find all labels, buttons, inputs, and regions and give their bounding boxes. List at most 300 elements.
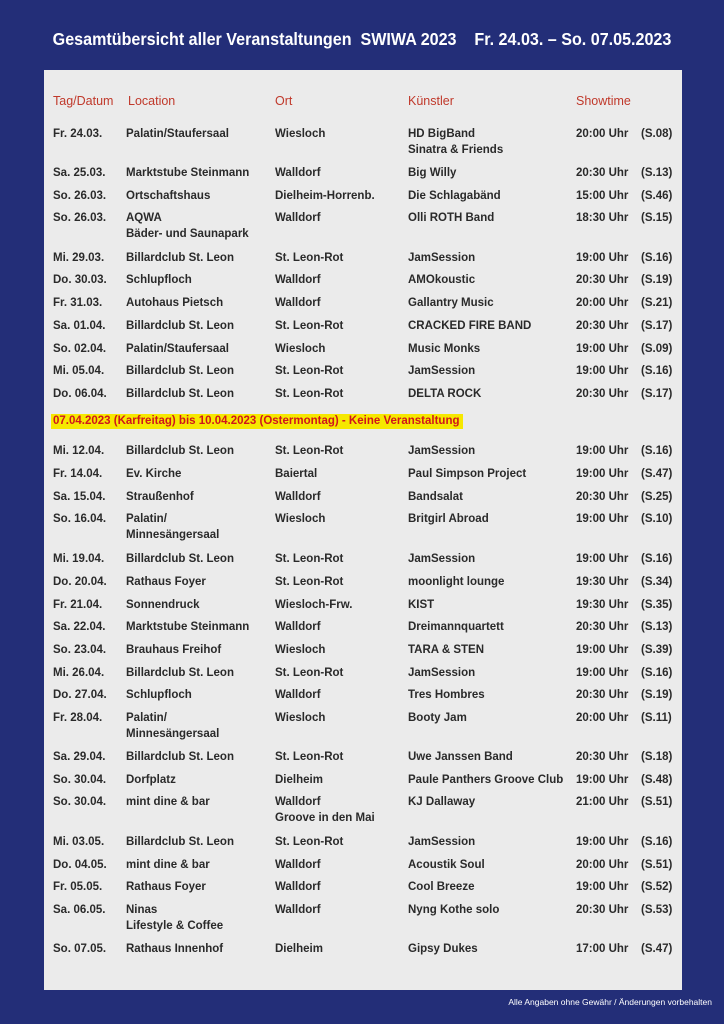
- event-location: [126, 363, 234, 379]
- event-time-line: 20:00 Uhr: [576, 712, 629, 724]
- event-ort-line: Walldorf: [275, 904, 321, 916]
- event-day-line: Do. 06.04.: [53, 388, 107, 400]
- event-day-line: So. 30.04.: [53, 774, 107, 786]
- header-showtime: Showtime: [576, 94, 631, 108]
- event-day-line: Do. 30.03.: [53, 274, 107, 286]
- event-artist: [408, 466, 526, 482]
- event-time-line: 20:30 Uhr: [576, 167, 629, 179]
- event-artist: [408, 665, 475, 681]
- event-day-line: Fr. 05.05.: [53, 881, 103, 893]
- event-day-line: Fr. 14.04.: [53, 468, 103, 480]
- event-day-line: Fr. 28.04.: [53, 712, 103, 724]
- event-time: [576, 941, 628, 957]
- event-ort: [275, 574, 343, 590]
- event-location: [126, 165, 249, 181]
- event-page-ref-line: (S.53): [641, 904, 673, 916]
- event-page-ref-line: (S.15): [641, 212, 673, 224]
- event-artist: [408, 188, 501, 204]
- event-ort: [275, 665, 343, 681]
- event-ort-line: Wiesloch: [275, 712, 326, 724]
- event-location: [126, 295, 223, 311]
- event-artist: [408, 619, 504, 635]
- event-artist-line: Dreimannquartett: [408, 621, 504, 633]
- event-artist-line: JamSession: [408, 252, 476, 264]
- event-time-line: 19:00 Uhr: [576, 644, 629, 656]
- event-location: [126, 772, 176, 788]
- event-location-line: Palatin/Staufersaal: [126, 343, 229, 355]
- event-time-line: 20:30 Uhr: [576, 320, 629, 332]
- event-day-line: So. 02.04.: [53, 343, 107, 355]
- event-location: [126, 665, 234, 681]
- event-day-line: Sa. 06.05.: [53, 904, 106, 916]
- event-time-line: 19:00 Uhr: [576, 553, 629, 565]
- event-artist-line: Big Willy: [408, 167, 457, 179]
- event-page-ref-line: (S.35): [641, 599, 673, 611]
- event-location: [126, 126, 229, 142]
- event-time-line: 20:30 Uhr: [576, 751, 629, 763]
- event-artist: [408, 574, 504, 590]
- event-artist-line: Bandsalat: [408, 491, 463, 503]
- event-artist: [408, 551, 475, 567]
- event-ort: [275, 597, 352, 613]
- event-time: [576, 363, 628, 379]
- event-page-ref-line: (S.47): [641, 468, 673, 480]
- event-ort-line: Dielheim: [275, 774, 323, 786]
- event-day: [53, 772, 106, 788]
- event-time: [576, 489, 628, 505]
- event-artist: [408, 941, 478, 957]
- event-page-ref: [641, 902, 672, 918]
- event-page-ref: [641, 879, 672, 895]
- event-artist-line: moonlight lounge: [408, 576, 505, 588]
- event-page-ref-line: (S.16): [641, 445, 673, 457]
- event-day: [53, 443, 104, 459]
- event-artist: [408, 443, 475, 459]
- event-page-ref-line: (S.39): [641, 644, 673, 656]
- event-day-line: So. 30.04.: [53, 796, 107, 808]
- event-location-line: Billardclub St. Leon: [126, 252, 234, 264]
- event-day: [53, 188, 106, 204]
- event-ort-line: Walldorf: [275, 491, 321, 503]
- event-artist: [408, 126, 503, 158]
- event-ort-line: Walldorf: [275, 212, 321, 224]
- event-location-line: Rathaus Innenhof: [126, 943, 224, 955]
- event-artist: [408, 834, 475, 850]
- event-time-line: 17:00 Uhr: [576, 943, 629, 955]
- event-page-ref-line: (S.16): [641, 553, 673, 565]
- event-day: [53, 642, 106, 658]
- event-location-line: Autohaus Pietsch: [126, 297, 224, 309]
- event-ort-line: St. Leon-Rot: [275, 751, 344, 763]
- event-page-ref-line: (S.25): [641, 491, 673, 503]
- event-location-line: Palatin/: [126, 712, 167, 724]
- event-page-ref: [641, 443, 672, 459]
- event-location: [126, 834, 234, 850]
- event-artist-line: Olli ROTH Band: [408, 212, 495, 224]
- event-page-ref-line: (S.13): [641, 621, 673, 633]
- event-time: [576, 857, 628, 873]
- event-page-ref: [641, 489, 672, 505]
- event-page-ref: [641, 210, 672, 226]
- event-artist-line: Nyng Kothe solo: [408, 904, 500, 916]
- event-ort: [275, 941, 323, 957]
- event-time-line: 19:00 Uhr: [576, 365, 629, 377]
- event-location-line: Ev. Kirche: [126, 468, 182, 480]
- event-day-line: Fr. 24.03.: [53, 128, 103, 140]
- event-day: [53, 363, 104, 379]
- event-time-line: 19:00 Uhr: [576, 667, 629, 679]
- no-event-notice: 07.04.2023 (Karfreitag) bis 10.04.2023 (Ostermontag) - Keine Veranstaltung: [51, 414, 463, 429]
- event-time: [576, 902, 628, 918]
- event-ort-line: Walldorf: [275, 167, 321, 179]
- event-artist-line: CRACKED FIRE BAND: [408, 320, 532, 332]
- event-ort: [275, 619, 321, 635]
- event-ort: [275, 551, 343, 567]
- event-day: [53, 272, 107, 288]
- event-day: [53, 665, 104, 681]
- event-day-line: So. 26.03.: [53, 212, 107, 224]
- event-ort-line: Dielheim: [275, 943, 323, 955]
- event-ort: [275, 772, 323, 788]
- header-day: Tag/Datum: [53, 94, 114, 108]
- event-location-line: Billardclub St. Leon: [126, 365, 234, 377]
- event-time: [576, 574, 628, 590]
- event-time-line: 20:00 Uhr: [576, 297, 629, 309]
- event-day-line: Mi. 12.04.: [53, 445, 105, 457]
- event-location-line: Rathaus Foyer: [126, 576, 206, 588]
- event-day: [53, 318, 105, 334]
- event-ort: [275, 834, 343, 850]
- event-ort: [275, 188, 375, 204]
- event-location-line: Sonnendruck: [126, 599, 200, 611]
- event-ort: [275, 857, 321, 873]
- event-location: [126, 794, 210, 810]
- event-ort-line: St. Leon-Rot: [275, 445, 344, 457]
- event-artist: [408, 902, 499, 918]
- event-ort-line: Wiesloch: [275, 513, 326, 525]
- event-artist: [408, 210, 494, 226]
- event-artist-line: Booty Jam: [408, 712, 467, 724]
- event-time-line: 21:00 Uhr: [576, 796, 629, 808]
- event-day-line: Mi. 19.04.: [53, 553, 105, 565]
- event-ort: [275, 902, 321, 918]
- event-page-ref: [641, 619, 672, 635]
- event-location: [126, 642, 221, 658]
- event-ort: [275, 250, 343, 266]
- event-page-ref-line: (S.19): [641, 274, 673, 286]
- event-artist-line: Paul Simpson Project: [408, 468, 527, 480]
- event-ort-line: Walldorf: [275, 274, 321, 286]
- event-artist: [408, 363, 475, 379]
- event-time: [576, 834, 628, 850]
- event-page-ref-line: (S.46): [641, 190, 673, 202]
- event-page-ref-line: (S.18): [641, 751, 673, 763]
- event-day: [53, 710, 102, 726]
- event-location-line: Billardclub St. Leon: [126, 445, 234, 457]
- event-artist: [408, 295, 494, 311]
- event-day-line: Do. 20.04.: [53, 576, 107, 588]
- event-artist-line: Cool Breeze: [408, 881, 475, 893]
- event-time: [576, 466, 628, 482]
- event-page-ref: [641, 687, 672, 703]
- event-location: [126, 250, 234, 266]
- event-location: [126, 466, 181, 482]
- event-artist-line: Britgirl Abroad: [408, 513, 489, 525]
- event-ort-line: Walldorf: [275, 796, 321, 808]
- event-ort: [275, 794, 375, 826]
- event-time-line: 20:30 Uhr: [576, 274, 629, 286]
- event-ort-line: Wiesloch: [275, 644, 326, 656]
- event-page-ref-line: (S.47): [641, 943, 673, 955]
- event-day-line: Do. 27.04.: [53, 689, 107, 701]
- event-ort-line2: Groove in den Mai: [275, 812, 375, 824]
- event-time: [576, 165, 628, 181]
- event-time: [576, 665, 628, 681]
- event-location: [126, 386, 234, 402]
- event-time: [576, 597, 628, 613]
- event-time: [576, 794, 628, 810]
- event-ort-line: Dielheim-Horrenb.: [275, 190, 375, 202]
- event-day: [53, 749, 105, 765]
- event-ort: [275, 363, 343, 379]
- event-page-ref-line: (S.17): [641, 320, 673, 332]
- event-time-line: 19:00 Uhr: [576, 513, 629, 525]
- event-location-line: Billardclub St. Leon: [126, 751, 234, 763]
- event-day-line: Sa. 15.04.: [53, 491, 106, 503]
- event-ort: [275, 341, 325, 357]
- event-time-line: 18:30 Uhr: [576, 212, 629, 224]
- event-time: [576, 250, 628, 266]
- event-page-ref-line: (S.13): [641, 167, 673, 179]
- event-day: [53, 941, 106, 957]
- event-page-ref-line: (S.51): [641, 796, 673, 808]
- event-day: [53, 489, 105, 505]
- event-location-line: Marktstube Steinmann: [126, 167, 250, 179]
- event-artist: [408, 857, 485, 873]
- event-time-line: 20:30 Uhr: [576, 904, 629, 916]
- event-location: [126, 619, 249, 635]
- event-time: [576, 386, 628, 402]
- event-ort: [275, 443, 343, 459]
- event-artist: [408, 687, 485, 703]
- event-time-line: 15:00 Uhr: [576, 190, 629, 202]
- event-artist: [408, 272, 475, 288]
- event-artist-line: Tres Hombres: [408, 689, 485, 701]
- event-location-line: Palatin/Staufersaal: [126, 128, 229, 140]
- event-page-ref: [641, 749, 672, 765]
- event-day: [53, 511, 106, 527]
- event-artist-line: KIST: [408, 599, 435, 611]
- event-day: [53, 794, 106, 810]
- event-page-ref-line: (S.10): [641, 513, 673, 525]
- event-day-line: Sa. 25.03.: [53, 167, 106, 179]
- event-time-line: 19:00 Uhr: [576, 445, 629, 457]
- event-artist: [408, 165, 456, 181]
- event-day-line: So. 26.03.: [53, 190, 107, 202]
- event-page-ref: [641, 126, 672, 142]
- event-day-line: Do. 04.05.: [53, 859, 107, 871]
- event-page-ref-line: (S.48): [641, 774, 673, 786]
- event-location: [126, 341, 229, 357]
- event-time: [576, 879, 628, 895]
- event-day-line: So. 16.04.: [53, 513, 107, 525]
- event-location-line: Palatin/: [126, 513, 167, 525]
- event-time-line: 19:30 Uhr: [576, 576, 629, 588]
- event-day-line: Sa. 29.04.: [53, 751, 106, 763]
- event-location: [126, 551, 234, 567]
- event-page-ref: [641, 466, 672, 482]
- event-location: [126, 318, 234, 334]
- header-location: Location: [128, 94, 176, 108]
- event-ort-line: St. Leon-Rot: [275, 388, 344, 400]
- event-ort: [275, 687, 321, 703]
- event-ort: [275, 318, 343, 334]
- event-page-ref: [641, 597, 672, 613]
- event-ort: [275, 879, 321, 895]
- event-location: [126, 749, 234, 765]
- event-location-line: Billardclub St. Leon: [126, 320, 234, 332]
- event-location-line: AQWA: [126, 212, 162, 224]
- event-time: [576, 619, 628, 635]
- event-ort-line: St. Leon-Rot: [275, 667, 344, 679]
- event-page-ref-line: (S.34): [641, 576, 673, 588]
- event-page-ref: [641, 665, 672, 681]
- event-day-line: Fr. 21.04.: [53, 599, 103, 611]
- event-page-ref: [641, 272, 672, 288]
- event-page-ref: [641, 363, 672, 379]
- event-location-line: Ninas: [126, 904, 158, 916]
- event-artist-line: Acoustik Soul: [408, 859, 485, 871]
- event-location: [126, 857, 210, 873]
- event-location-line: Schlupfloch: [126, 274, 192, 286]
- event-page-ref: [641, 941, 672, 957]
- event-page-ref: [641, 295, 672, 311]
- event-artist-line: JamSession: [408, 836, 476, 848]
- event-time-line: 19:00 Uhr: [576, 881, 629, 893]
- event-day: [53, 597, 102, 613]
- event-location: [126, 687, 192, 703]
- event-day-line: Mi. 05.04.: [53, 365, 105, 377]
- event-location-line: Brauhaus Freihof: [126, 644, 222, 656]
- event-time-line: 19:30 Uhr: [576, 599, 629, 611]
- event-day-line: Mi. 29.03.: [53, 252, 105, 264]
- event-ort: [275, 710, 325, 726]
- event-page-ref: [641, 834, 672, 850]
- event-artist-line: Uwe Janssen Band: [408, 751, 513, 763]
- event-ort-line: Wiesloch: [275, 343, 326, 355]
- event-day-line: Mi. 26.04.: [53, 667, 105, 679]
- event-artist-line: KJ Dallaway: [408, 796, 476, 808]
- event-page-ref: [641, 710, 672, 726]
- event-page-ref: [641, 551, 672, 567]
- event-time: [576, 642, 628, 658]
- event-artist: [408, 386, 481, 402]
- event-time: [576, 126, 628, 142]
- event-artist: [408, 642, 484, 658]
- event-page-ref-line: (S.17): [641, 388, 673, 400]
- event-time: [576, 272, 628, 288]
- event-artist: [408, 794, 475, 810]
- event-location: [126, 511, 219, 543]
- event-time-line: 20:00 Uhr: [576, 128, 629, 140]
- event-artist-line: AMOkoustic: [408, 274, 476, 286]
- event-artist-line: HD BigBand: [408, 128, 476, 140]
- event-location-line: Billardclub St. Leon: [126, 667, 234, 679]
- event-page-ref-line: (S.21): [641, 297, 673, 309]
- event-time-line: 19:00 Uhr: [576, 774, 629, 786]
- event-location-line: Schlupfloch: [126, 689, 192, 701]
- event-location-line: Dorfplatz: [126, 774, 176, 786]
- event-day: [53, 250, 104, 266]
- event-location-line2: Minnesängersaal: [126, 728, 220, 740]
- event-location-line: Marktstube Steinmann: [126, 621, 250, 633]
- event-page-ref: [641, 642, 672, 658]
- event-time-line: 20:30 Uhr: [576, 491, 629, 503]
- event-time: [576, 772, 628, 788]
- event-artist: [408, 772, 563, 788]
- event-time: [576, 210, 628, 226]
- event-location-line2: Minnesängersaal: [126, 529, 220, 541]
- event-ort: [275, 511, 325, 527]
- event-artist: [408, 749, 513, 765]
- event-day-line: Sa. 01.04.: [53, 320, 106, 332]
- event-artist: [408, 511, 489, 527]
- event-artist: [408, 250, 475, 266]
- event-location: [126, 574, 206, 590]
- event-artist-line: JamSession: [408, 365, 476, 377]
- event-time: [576, 511, 628, 527]
- event-ort: [275, 386, 343, 402]
- event-artist-line: Music Monks: [408, 343, 481, 355]
- event-artist-line: DELTA ROCK: [408, 388, 482, 400]
- event-location: [126, 710, 219, 742]
- event-artist-line: Gallantry Music: [408, 297, 494, 309]
- event-page-ref: [641, 857, 672, 873]
- event-day-line: So. 23.04.: [53, 644, 107, 656]
- event-ort: [275, 295, 321, 311]
- header-artist: Künstler: [408, 94, 454, 108]
- event-artist: [408, 879, 474, 895]
- header-ort: Ort: [275, 94, 293, 108]
- event-day-line: Mi. 03.05.: [53, 836, 105, 848]
- event-day: [53, 834, 104, 850]
- event-artist-line: TARA & STEN: [408, 644, 485, 656]
- event-page-ref: [641, 250, 672, 266]
- event-page-ref: [641, 511, 672, 527]
- event-artist: [408, 597, 434, 613]
- event-day: [53, 295, 102, 311]
- event-ort-line: St. Leon-Rot: [275, 553, 344, 565]
- event-time-line: 20:30 Uhr: [576, 621, 629, 633]
- event-day: [53, 879, 102, 895]
- event-page-ref: [641, 165, 672, 181]
- event-location-line: Ortschaftshaus: [126, 190, 211, 202]
- event-day: [53, 165, 105, 181]
- event-location-line: mint dine & bar: [126, 859, 210, 871]
- event-time-line: 19:00 Uhr: [576, 836, 629, 848]
- event-ort-line: Walldorf: [275, 297, 321, 309]
- event-day: [53, 857, 107, 873]
- event-ort: [275, 642, 325, 658]
- event-page-ref-line: (S.16): [641, 252, 673, 264]
- event-artist-line: Gipsy Dukes: [408, 943, 478, 955]
- event-page-ref-line: (S.52): [641, 881, 673, 893]
- event-day: [53, 687, 107, 703]
- page-title: Gesamtübersicht aller Veranstaltungen SWIWA 2023 Fr. 24.03. – So. 07.05.2023: [52, 29, 672, 49]
- event-page-ref-line: (S.09): [641, 343, 673, 355]
- event-location: [126, 272, 192, 288]
- event-ort-line: St. Leon-Rot: [275, 836, 344, 848]
